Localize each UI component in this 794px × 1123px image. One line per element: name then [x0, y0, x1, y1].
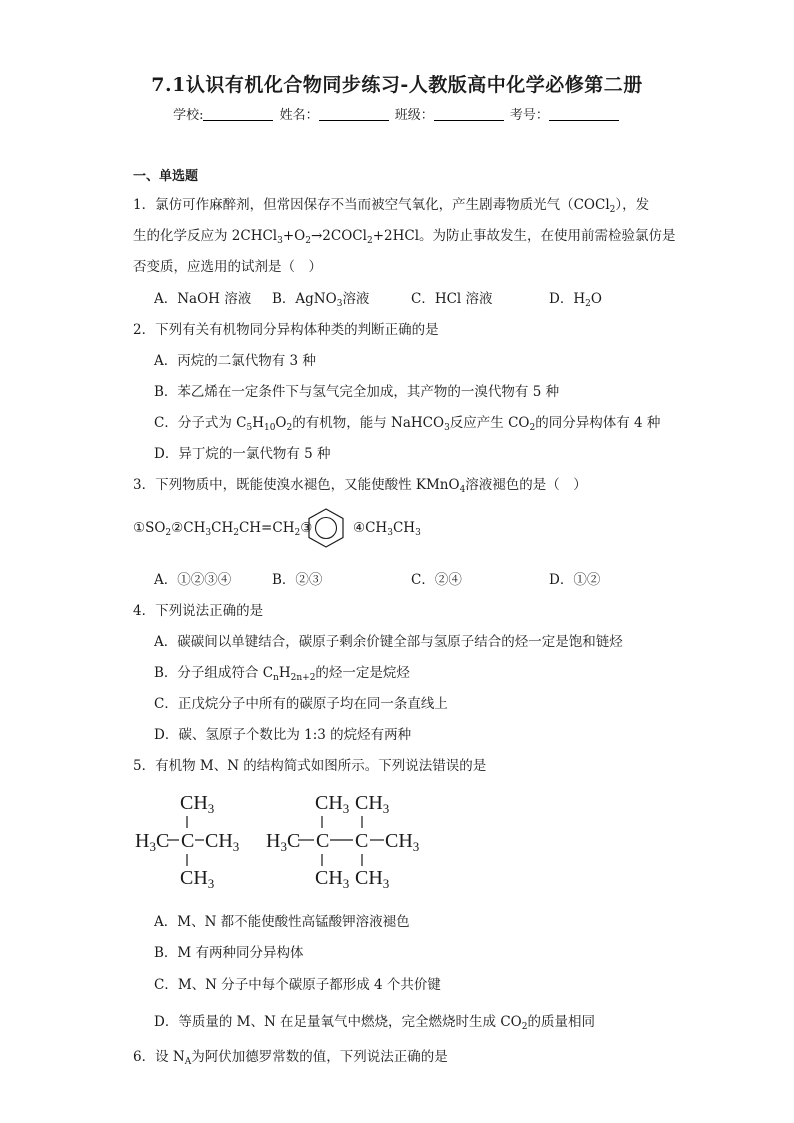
class-blank[interactable]: [434, 108, 504, 121]
m-left-h3c: $H_3C$: [135, 830, 170, 854]
q3-item-4: $④CH_3CH_3$: [353, 520, 421, 538]
q5-option-a[interactable]: A．M、N 都不能使酸性高锰酸钾溶液褪色: [154, 914, 410, 930]
name-label: 姓名：: [279, 108, 319, 123]
q1-line2: 生的化学反应为 $2CHCl_3+O_2\to 2COCl_2+2HCl$。为防止事故发生，在使用前需检验氯仿是: [133, 228, 676, 246]
q2-option-b[interactable]: B．苯乙烯在一定条件下与氢气完全加成，其产物的一溴代物有 5 种: [154, 384, 560, 400]
q1-option-c[interactable]: C．HCl 溶液: [411, 291, 493, 307]
m-bottom-ch3: $CH_3$: [180, 867, 215, 891]
n-top-left-ch3: $CH_3$: [315, 792, 350, 816]
q2-option-a[interactable]: A．丙烷的二氯代物有 3 种: [154, 353, 316, 369]
n-bottom-left-ch3: $CH_3$: [315, 867, 350, 891]
q4-option-a[interactable]: A．碳碳间以单键结合，碳原子剩余价键全部与氢原子结合的烃一定是饱和链烃: [154, 634, 623, 650]
q3-option-d[interactable]: D．①②: [549, 572, 601, 588]
q3-items: $①SO_2②CH_3CH_2CH=CH_2③$: [133, 520, 313, 538]
q1-option-d[interactable]: D．$H_2O$: [549, 291, 602, 309]
benzene-ring-icon: [306, 506, 346, 550]
section-heading: 一、单选题: [133, 169, 199, 184]
q1-option-a[interactable]: A．NaOH 溶液: [154, 291, 252, 307]
name-blank[interactable]: [319, 108, 389, 121]
school-blank[interactable]: [203, 108, 273, 121]
q5-stem: 5．有机物 M、N 的结构简式如图所示。下列说法错误的是: [133, 758, 487, 774]
m-right-ch3: $CH_3$: [205, 830, 240, 854]
q1-line3: 否变质，应选用的试剂是（ ）: [133, 259, 322, 275]
q6-stem: 6．设 $N_A$为阿伏加德罗常数的值，下列说法正确的是: [133, 1049, 448, 1067]
page-title: 7.1认识有机化合物同步练习-人教版高中化学必修第二册: [151, 74, 643, 96]
m-top-ch3: $CH_3$: [180, 792, 215, 816]
n-top-right-ch3: $CH_3$: [355, 792, 390, 816]
exam-no-blank[interactable]: [549, 108, 619, 121]
structure-diagram: [130, 786, 430, 892]
class-label: 班级：: [394, 108, 434, 123]
m-center-c: C: [181, 830, 195, 852]
n-bottom-right-ch3: $CH_3$: [355, 867, 390, 891]
q3-stem: 3．下列物质中，既能使溴水褪色，又能使酸性 KMnO$_4$溶液褪色的是（ ）: [133, 477, 587, 495]
q4-option-d[interactable]: D．碳、氢原子个数比为 1:3 的烷烃有两种: [154, 727, 412, 743]
q1-line1: 1．氯仿可作麻醉剂，但常因保存不当而被空气氧化，产生剧毒物质光气（COCl$_2$），发: [133, 197, 650, 215]
n-center-c1: C: [316, 830, 330, 852]
n-right-ch3: $CH_3$: [385, 830, 420, 854]
q3-option-a[interactable]: A．①②③④: [154, 572, 232, 588]
q2-stem: 2．下列有关有机物同分异构体种类的判断正确的是: [133, 322, 439, 338]
q3-option-b[interactable]: B．②③: [272, 572, 323, 588]
exam-no-label: 考号：: [509, 108, 549, 123]
q2-option-c[interactable]: C．分子式为 $C_5H_{10}O_2$的有机物，能与 NaHCO$_3$反应产生 $CO_2$的同分异构体有 4 种: [154, 415, 661, 433]
q4-option-c[interactable]: C．正戊烷分子中所有的碳原子均在同一条直线上: [154, 696, 448, 712]
n-left-h3c: $H_3C$: [266, 830, 301, 854]
n-center-c2: C: [355, 830, 369, 852]
q5-option-c[interactable]: C．M、N 分子中每个碳原子都形成 4 个共价键: [154, 977, 441, 993]
student-info-line: [0, 104, 794, 123]
q3-option-c[interactable]: C．②④: [411, 572, 462, 588]
q2-option-d[interactable]: D．异丁烷的一氯代物有 5 种: [154, 446, 331, 462]
school-label: 学校:: [173, 108, 204, 123]
q5-option-b[interactable]: B．M 有两种同分异构体: [154, 945, 304, 961]
q4-stem: 4．下列说法正确的是: [133, 603, 264, 619]
q1-option-b[interactable]: B．AgNO$_3$溶液: [272, 291, 370, 309]
q4-option-b[interactable]: B．分子组成符合 $C_nH_{2n+2}$的烃一定是烷烃: [154, 665, 410, 683]
q5-option-d[interactable]: D．等质量的 M、N 在足量氧气中燃烧，完全燃烧时生成 $CO_2$的质量相同: [154, 1014, 595, 1032]
